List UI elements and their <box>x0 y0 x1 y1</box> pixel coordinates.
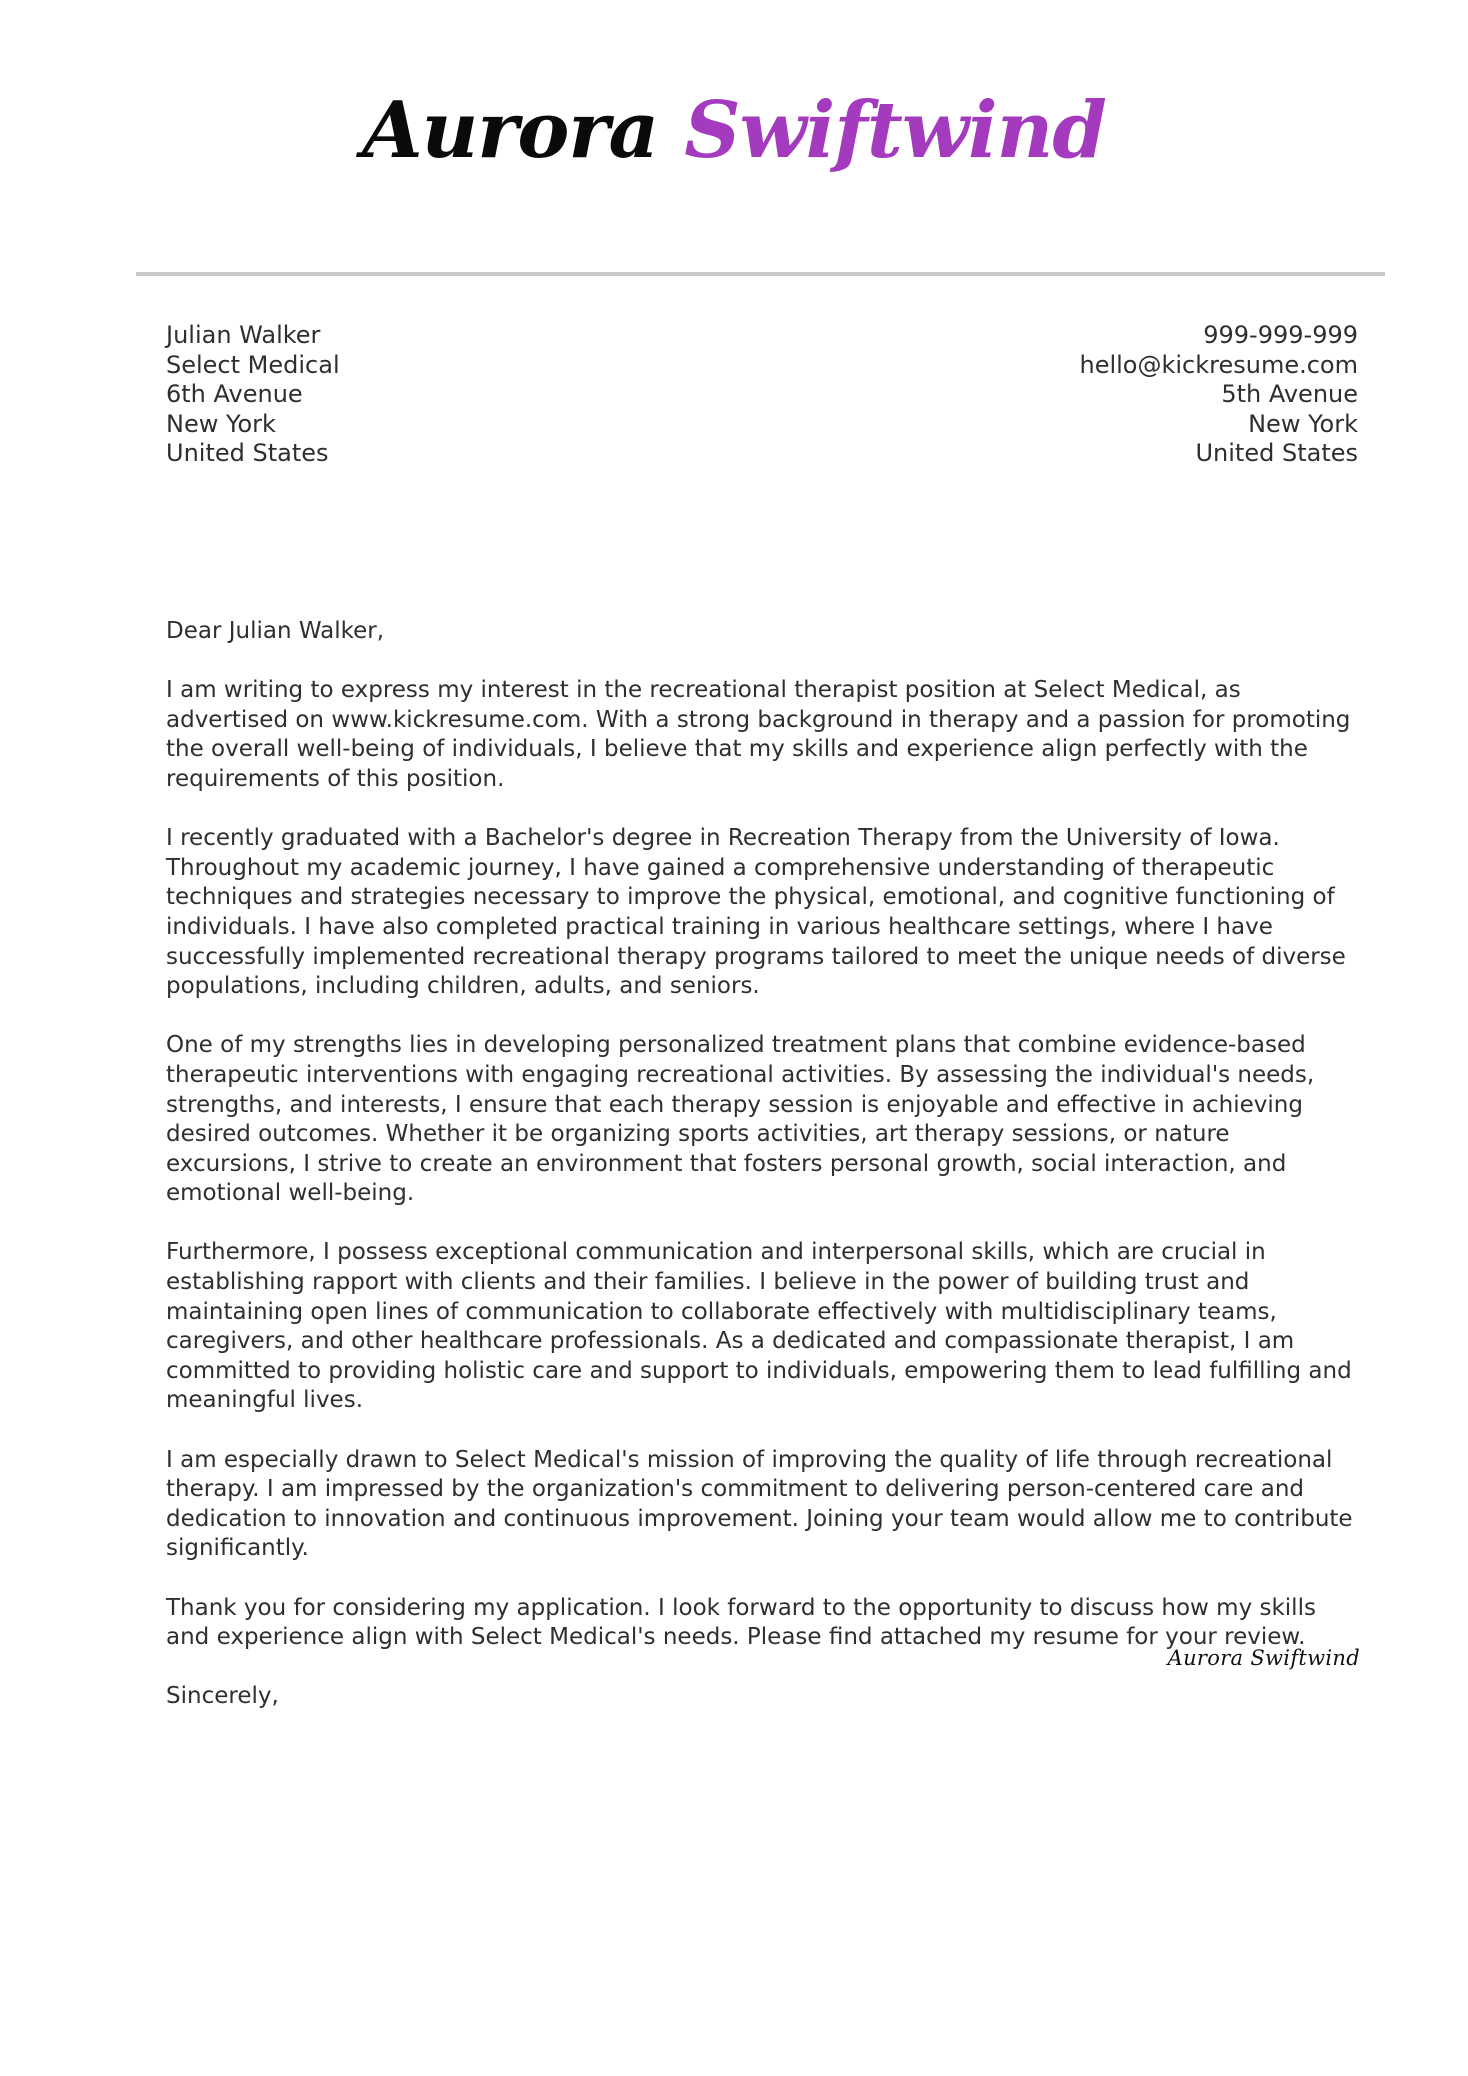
header-divider <box>136 272 1385 276</box>
sender-email: hello@kickresume.com <box>1079 350 1358 379</box>
letter-paragraph-6: Thank you for considering my application. I look forward to the opportunity to discuss how my skills and experience align with Select Medical's needs. Please find attached my resume for your review. <box>166 1594 1316 1651</box>
sender-city: New York <box>1248 409 1358 438</box>
letter-paragraph-1: I am writing to express my interest in the recreational therapist position at Select Medical, as advertised on www.kickresume.com. With a strong background in therapy and a passion for promoting the overall well-being of individuals, I believe that my skills and experience align perfectly with the requirements of this position. <box>166 677 1351 792</box>
letter-greeting: Dear Julian Walker, <box>166 618 385 644</box>
letter-body <box>166 617 1361 1742</box>
sender-phone: 999-999-999 <box>1203 321 1358 349</box>
sender-country: United States <box>1195 439 1358 468</box>
recipient-city: New York <box>166 409 276 438</box>
letter-closing: Sincerely, <box>166 1683 279 1710</box>
header-name <box>0 85 1468 176</box>
letter-paragraph-3: One of my strengths lies in developing personalized treatment plans that combine evidence-based therapeutic interventions with engaging recreational activities. By assessing the individual's needs, strengths, and interests, I ensure that each therapy session is enjoyable and effective in achieving desired outcomes. Whether it be organizing sports activities, art therapy sessions, or nature excursions, I strive to create an environment that fosters personal growth, social interaction, and emotional well-being. <box>166 1032 1315 1207</box>
letter-paragraph-4: Furthermore, I possess exceptional communication and interpersonal skills, which are crucial in establishing rapport with clients and their families. I believe in the power of building trust and maintaining open lines of communication to collaborate effectively with multidisciplinary teams, caregivers, and other healthcare professionals. As a dedicated and compassionate therapist, I am committed to providing holistic care and support to individuals, empowering them to lead fulfilling and meaningful lives. <box>166 1239 1352 1414</box>
sender-street: 5th Avenue <box>1221 380 1358 409</box>
header-last-name: Swiftwind <box>684 85 1106 176</box>
recipient-name: Julian Walker <box>166 321 321 349</box>
recipient-street: 6th Avenue <box>166 380 303 409</box>
letter-paragraph-5: I am especially drawn to Select Medical's mission of improving the quality of life through recreational therapy. I am impressed by the organization's commitment to delivering person-centered care and dedication to innovation and continuous improvement. Joining your team would allow me to contribute significantly. <box>166 1446 1353 1562</box>
recipient-country: United States <box>166 439 329 468</box>
letter-paragraph-2: I recently graduated with a Bachelor's degree in Recreation Therapy from the University of Iowa. Throughout my academic journey, I have gained a comprehensive understanding of therapeutic techniques and strategies necessary to improve the physical, emotional, and cognitive functioning of individuals. I have also completed practical training in various healthcare settings, where I have successfully implemented recreational therapy programs tailored to meet the unique needs of diverse populations, including children, adults, and seniors. <box>166 825 1346 1000</box>
signature: Aurora Swiftwind <box>1167 1646 1360 1670</box>
header-first-name: Aurora <box>362 85 659 176</box>
recipient-company: Select Medical <box>166 350 340 379</box>
recipient-address-block <box>166 321 340 469</box>
sender-contact-block <box>1079 321 1358 469</box>
